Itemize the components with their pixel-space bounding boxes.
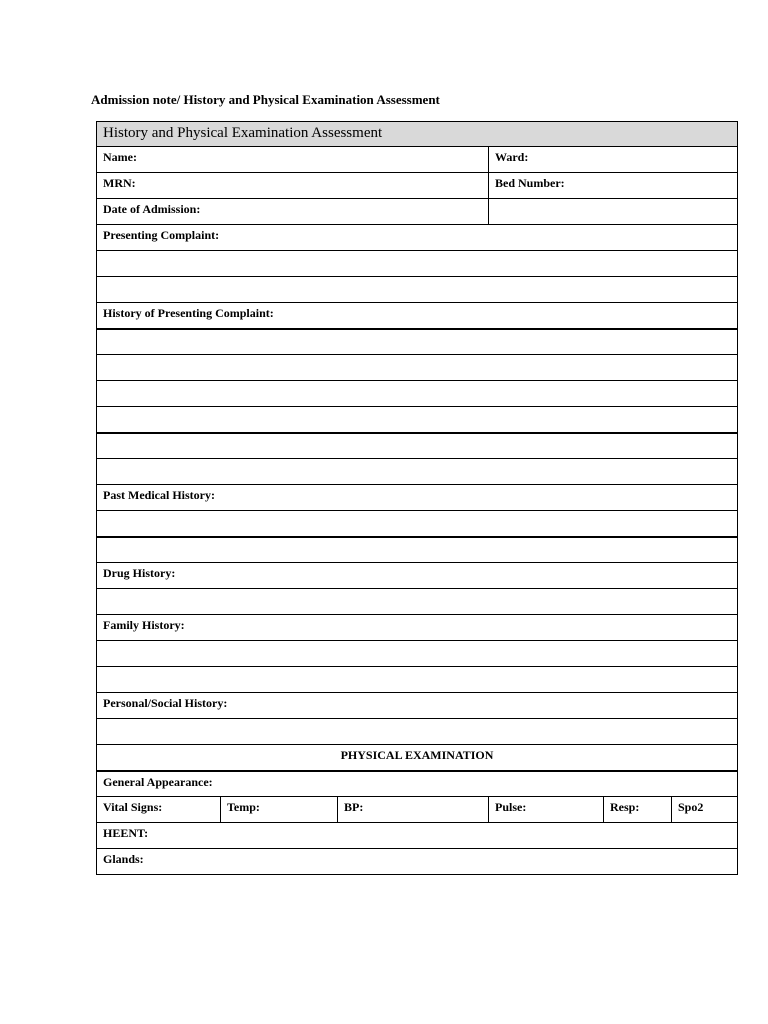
drug-history-row	[97, 563, 738, 589]
blank-line	[97, 433, 738, 459]
mrn-bed-row	[97, 173, 738, 199]
past-medical-history-field[interactable]: Past Medical History:	[97, 485, 738, 511]
presenting-complaint-field[interactable]: Presenting Complaint:	[97, 225, 738, 251]
vital-signs-label: Vital Signs:	[97, 797, 221, 823]
blank-line	[97, 641, 738, 667]
blank-line-cell[interactable]	[97, 459, 738, 485]
blank-line	[97, 381, 738, 407]
heent-row	[97, 823, 738, 849]
presenting-complaint-row	[97, 225, 738, 251]
document-title: Admission note/ History and Physical Examination Assessment	[91, 92, 440, 107]
blank-line-cell[interactable]	[97, 355, 738, 381]
heent-field[interactable]: HEENT:	[97, 823, 738, 849]
physical-exam-heading-row	[97, 745, 738, 771]
resp-field[interactable]: Resp:	[604, 797, 672, 823]
spo2-field[interactable]: Spo2	[672, 797, 738, 823]
blank-line	[97, 329, 738, 355]
blank-line	[97, 667, 738, 693]
glands-row	[97, 849, 738, 875]
blank-line-cell[interactable]	[97, 251, 738, 277]
date-of-admission-field[interactable]: Date of Admission:	[97, 199, 489, 225]
mrn-field[interactable]: MRN:	[97, 173, 489, 199]
glands-field[interactable]: Glands:	[97, 849, 738, 875]
family-history-row	[97, 615, 738, 641]
blank-line-cell[interactable]	[97, 433, 738, 459]
empty-cell[interactable]	[489, 199, 738, 225]
assessment-form	[96, 121, 738, 875]
blank-line-cell[interactable]	[97, 589, 738, 615]
admission-row	[97, 199, 738, 225]
blank-line	[97, 511, 738, 537]
general-appearance-row	[97, 771, 738, 797]
blank-line	[97, 537, 738, 563]
general-appearance-field[interactable]: General Appearance:	[97, 771, 738, 797]
name-field[interactable]: Name:	[97, 147, 489, 173]
form-header: History and Physical Examination Assessment	[97, 122, 738, 147]
physical-exam-heading: PHYSICAL EXAMINATION	[97, 745, 738, 771]
hpc-field[interactable]: History of Presenting Complaint:	[97, 303, 738, 329]
family-history-field[interactable]: Family History:	[97, 615, 738, 641]
social-history-field[interactable]: Personal/Social History:	[97, 693, 738, 719]
name-ward-row	[97, 147, 738, 173]
blank-line-cell[interactable]	[97, 641, 738, 667]
bp-field[interactable]: BP:	[338, 797, 489, 823]
bed-number-field[interactable]: Bed Number:	[489, 173, 738, 199]
blank-line	[97, 719, 738, 745]
form-header-row	[97, 122, 738, 147]
vital-signs-row	[97, 797, 738, 823]
blank-line	[97, 277, 738, 303]
blank-line-cell[interactable]	[97, 511, 738, 537]
drug-history-field[interactable]: Drug History:	[97, 563, 738, 589]
blank-line-cell[interactable]	[97, 381, 738, 407]
blank-line	[97, 407, 738, 433]
hpc-row	[97, 303, 738, 329]
temp-field[interactable]: Temp:	[221, 797, 338, 823]
blank-line-cell[interactable]	[97, 407, 738, 433]
blank-line-cell[interactable]	[97, 537, 738, 563]
ward-field[interactable]: Ward:	[489, 147, 738, 173]
past-medical-history-row	[97, 485, 738, 511]
blank-line	[97, 589, 738, 615]
pulse-field[interactable]: Pulse:	[489, 797, 604, 823]
blank-line	[97, 251, 738, 277]
blank-line-cell[interactable]	[97, 329, 738, 355]
blank-line-cell[interactable]	[97, 667, 738, 693]
blank-line	[97, 355, 738, 381]
social-history-row	[97, 693, 738, 719]
blank-line-cell[interactable]	[97, 719, 738, 745]
blank-line-cell[interactable]	[97, 277, 738, 303]
blank-line	[97, 459, 738, 485]
